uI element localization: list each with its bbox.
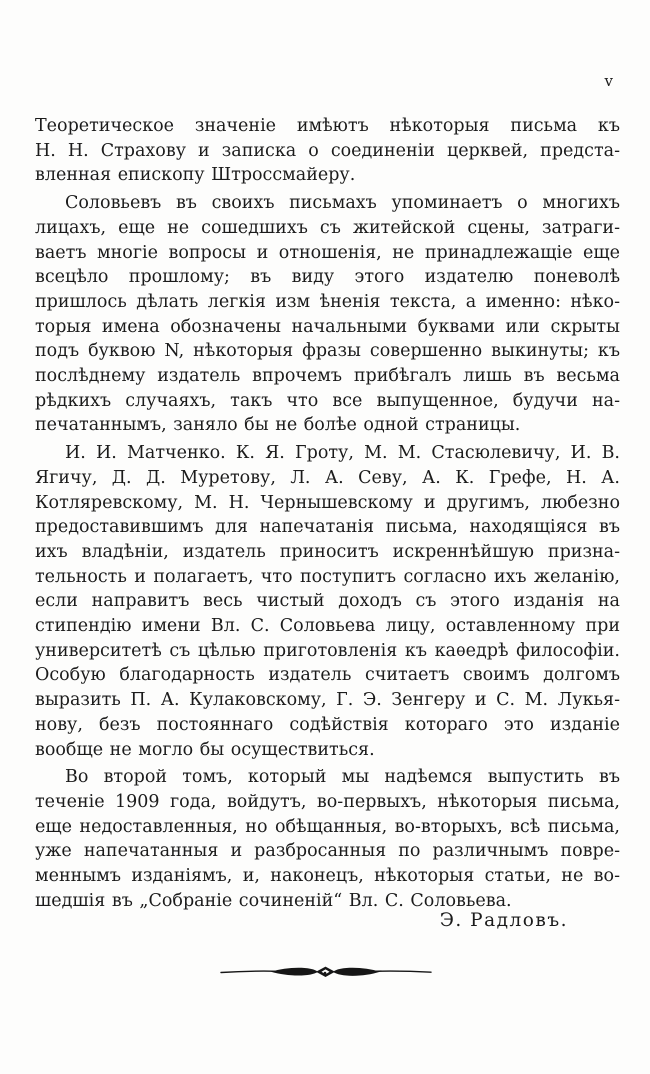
text-line: уже напечатанныя и разбросанныя по различнымъ повре- <box>35 841 620 862</box>
author-signature: Э. Радловъ. <box>439 910 568 931</box>
text-line: шедшія въ „Собраніе сочиненій“ Вл. С. Соловьева. <box>35 890 512 911</box>
text-line: университетѣ съ цѣлью приготовленія къ каѳедрѣ философіи. <box>35 640 620 661</box>
text-line: теченіе 1909 года, войдутъ, во-первыхъ, нѣкоторыя письма, <box>35 791 620 812</box>
text-line: тельность и полагаетъ, что поступитъ согласно ихъ желанію, <box>35 566 620 587</box>
text-line: если направитъ весь чистый доходъ съ этого изданія на <box>35 591 620 612</box>
paragraph <box>35 765 620 913</box>
paragraph <box>35 191 620 438</box>
text-line: Котляревскому, М. Н. Чернышевскому и другимъ, любезно <box>35 492 620 513</box>
text-line: предоставившимъ для напечатанія письма, находящіяся въ <box>35 517 620 538</box>
text-line: еще недоставленныя, но обѣщанныя, во-вторыхъ, всѣ письма, <box>35 816 620 837</box>
text-line: пришлось дѣлать легкія изм ѣненія текста, а именно: нѣко- <box>35 291 620 312</box>
text-line: И. И. Матченко. К. Я. Гроту, М. М. Стасюлевичу, И. В. <box>65 443 620 464</box>
text-line: меннымъ изданіямъ, и, наконецъ, нѣкоторыя статьи, не во- <box>35 866 620 887</box>
text-line: вообще не могло бы осуществиться. <box>35 739 375 760</box>
text-line: торыя имена обозначены начальными буквами или скрыты <box>35 316 620 337</box>
text-block <box>35 114 620 914</box>
text-line: Теоретическое значеніе имѣютъ нѣкоторыя письма къ <box>35 116 620 136</box>
text-line: вленная епископу Штроссмайеру. <box>35 165 356 186</box>
text-line: подъ буквою N, нѣкоторыя фразы совершенно выкинуты; къ <box>35 341 620 362</box>
page-number: v <box>604 72 613 90</box>
text-line: Ягичу, Д. Д. Муретову, Л. А. Севу, А. К. Грефе, Н. А. <box>35 467 620 488</box>
text-line: стипендію имени Вл. С. Соловьева лицу, оставленному при <box>35 616 620 637</box>
text-line: лицахъ, еще не сошедшихъ съ житейской сцены, затраги- <box>35 217 620 238</box>
text-line: ваетъ многіе вопросы и отношенія, не принадлежащіе еще <box>35 242 620 263</box>
text-line: Во второй томъ, который мы надѣемся выпустить въ <box>65 767 620 788</box>
text-line: Особую благодарность издатель считаетъ своимъ долгомъ <box>35 665 620 686</box>
text-line: всецѣло прошлому; въ виду этого издателю поневолѣ <box>35 267 620 288</box>
text-line: Соловьевъ въ своихъ письмахъ упоминаетъ о многихъ <box>65 193 620 214</box>
text-line: послѣднему издатель впрочемъ прибѣгалъ лишь въ весьма <box>35 366 620 387</box>
text-line: нову, безъ постояннаго содѣйствія котораго это изданіе <box>35 714 620 735</box>
text-line: рѣдкихъ случаяхъ, такъ что все выпущенное, будучи на- <box>35 390 620 411</box>
paragraph <box>35 114 620 188</box>
text-line: Н. Н. Страхову и записка о соединеніи церквей, предста- <box>35 140 620 161</box>
divider-ornament-icon <box>219 962 434 982</box>
paragraph <box>35 441 620 762</box>
text-line: печатаннымъ, заняло бы не болѣе одной страницы. <box>35 415 521 436</box>
text-line: ихъ владѣніи, издатель приноситъ искреннѣйшую призна- <box>35 541 620 562</box>
text-line: выразить П. А. Кулаковскому, Г. Э. Зенгеру и С. М. Лукья- <box>35 690 620 711</box>
